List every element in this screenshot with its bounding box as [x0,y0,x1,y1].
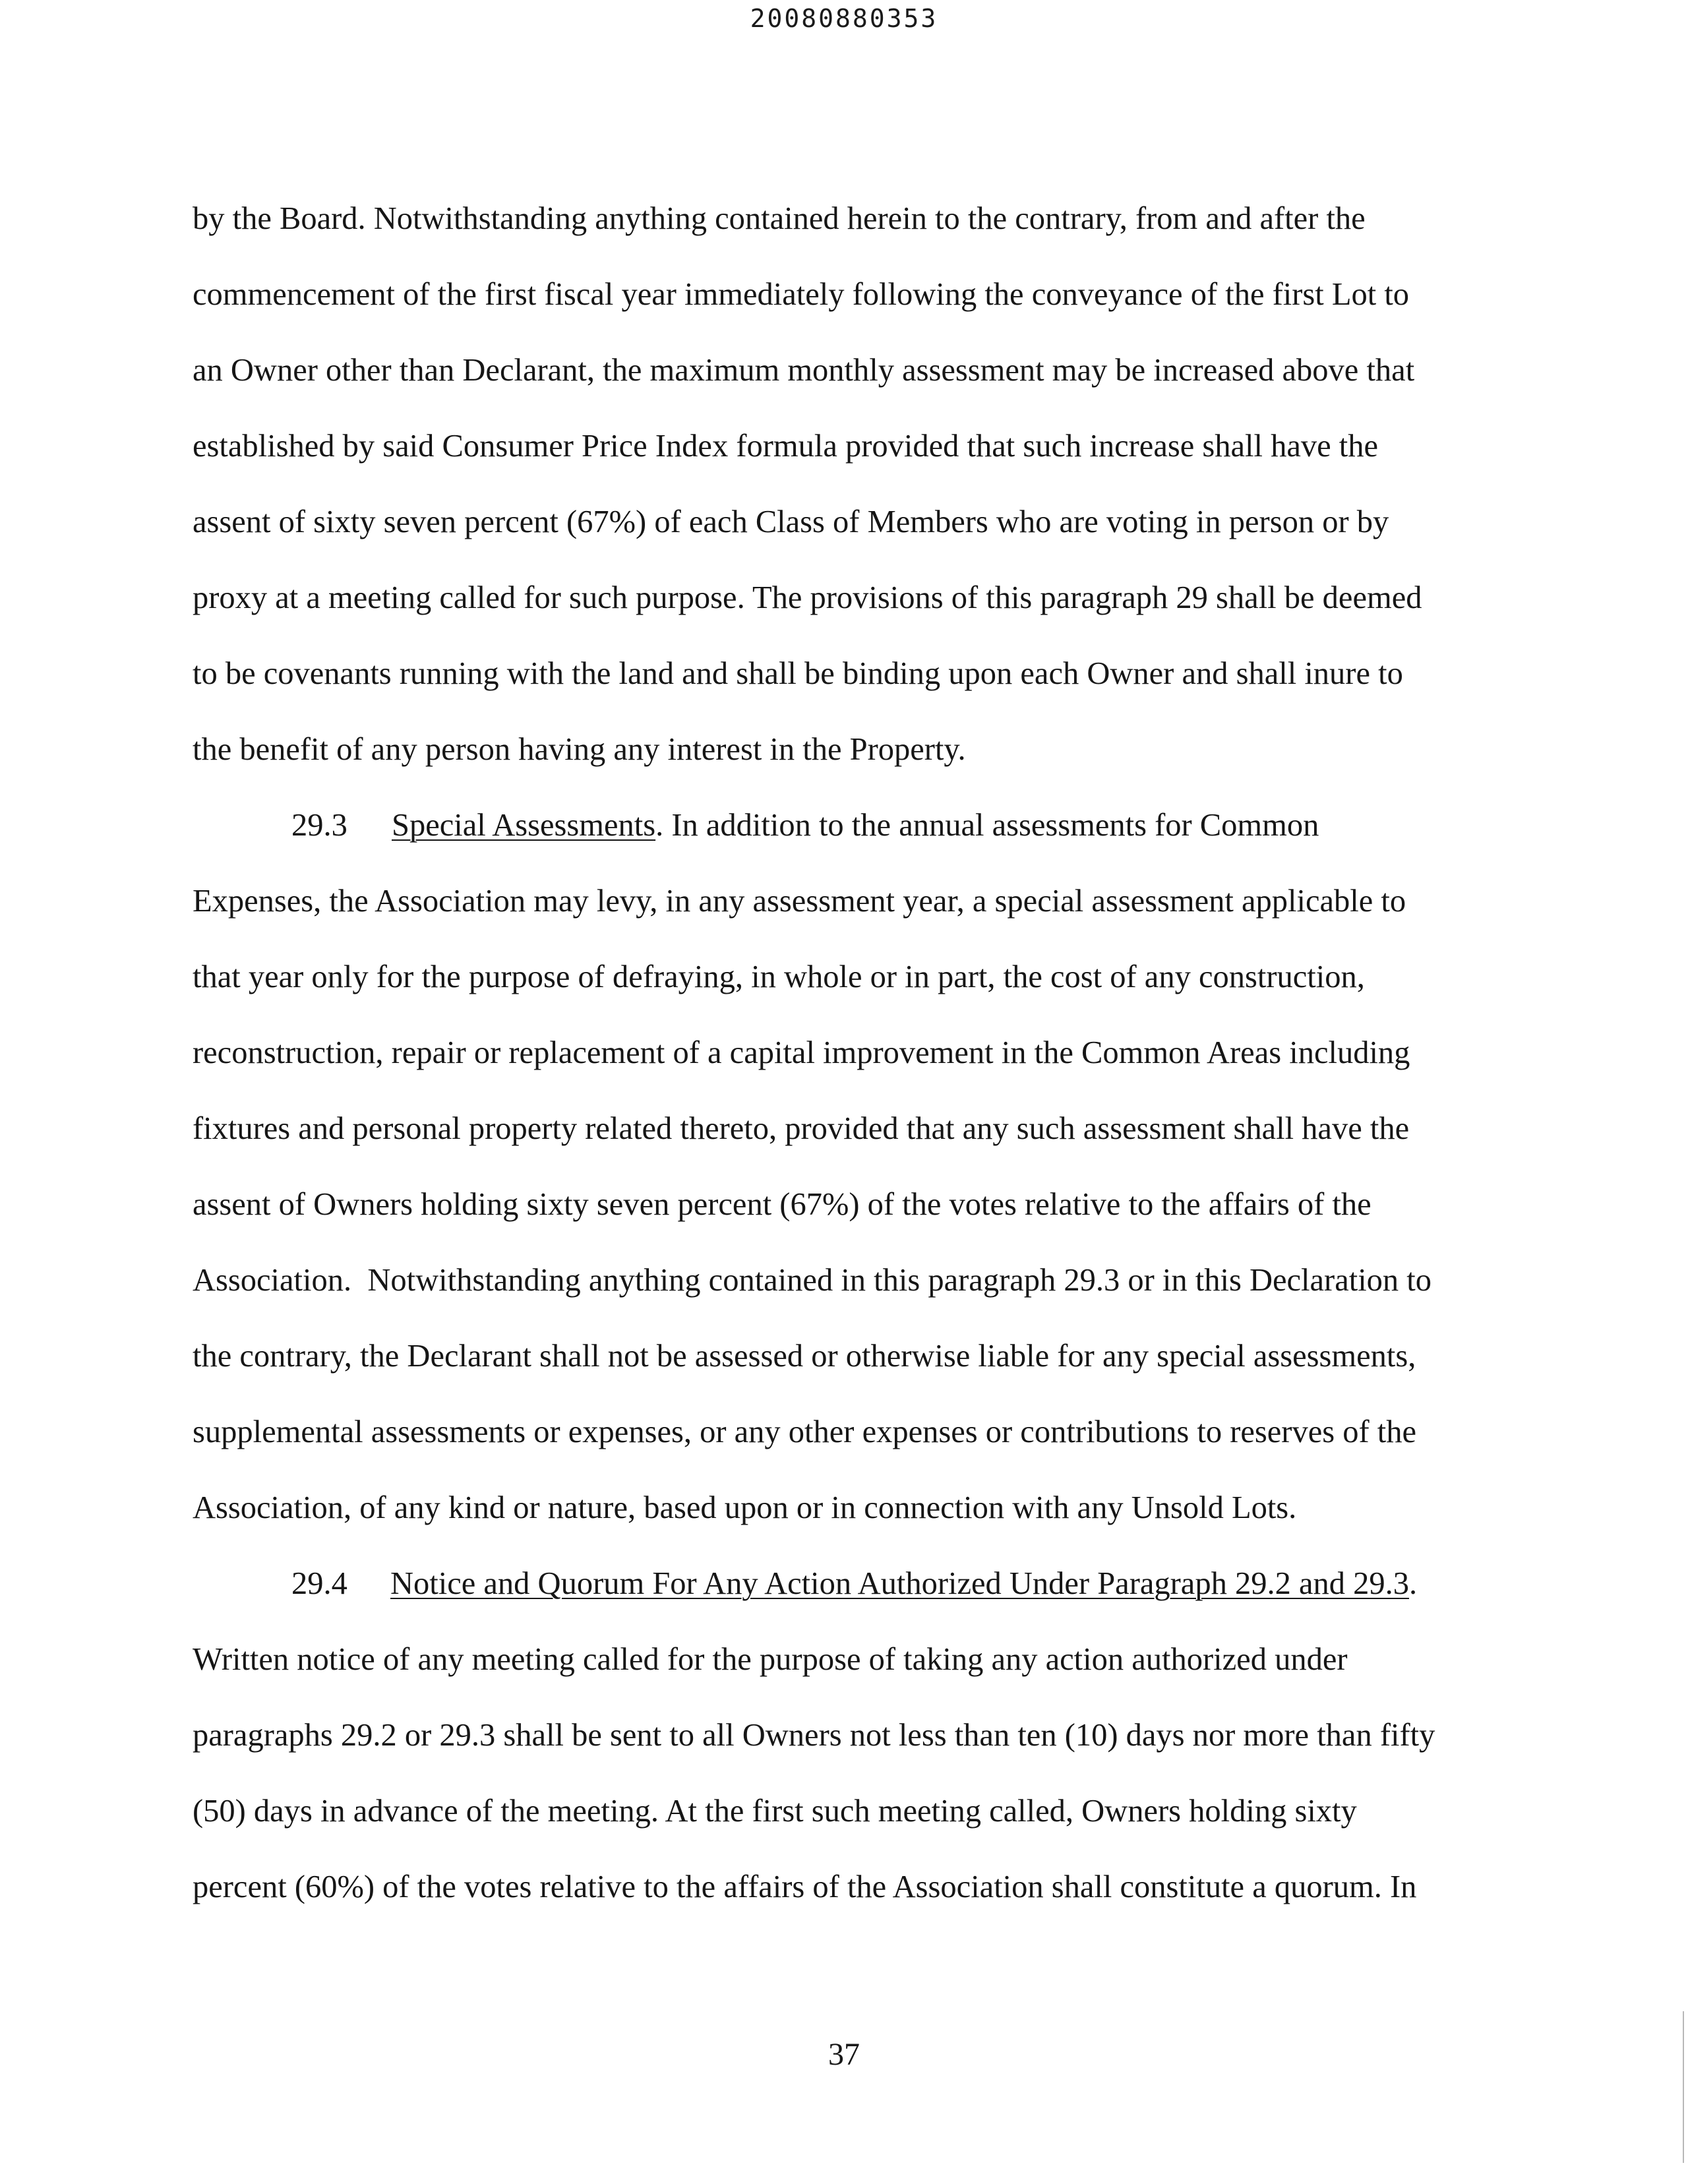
text-line: supplemental assessments or expenses, or any other expenses or contributions to reserves of the [193,1414,1417,1449]
text-line: an Owner other than Declarant, the maximum monthly assessment may be increased above that [193,353,1415,388]
text-line: by the Board. Notwithstanding anything contained herein to the contrary, from and after the [193,201,1366,236]
text-line: percent (60%) of the votes relative to the affairs of the Association shall constitute a quorum. In [193,1869,1417,1904]
text-fragment: . [1408,1566,1418,1601]
text-line: established by said Consumer Price Index formula provided that such increase shall have the [193,429,1379,464]
text-line: to be covenants running with the land and shall be binding upon each Owner and shall inure to [193,656,1403,691]
section-heading: Notice and Quorum For Any Action Authorized Under Paragraph 29.2 and 29.3 [390,1566,1409,1601]
text-line: Association. Notwithstanding anything contained in this paragraph 29.3 or in this Declaration to [193,1263,1432,1298]
text-line: reconstruction, repair or replacement of a capital improvement in the Common Areas including [193,1035,1410,1070]
text-line: Written notice of any meeting called for the purpose of taking any action authorized under [193,1642,1348,1677]
section-29-3-heading-line [291,806,1319,845]
text-line: fixtures and personal property related thereto, provided that any such assessment shall have the [193,1111,1410,1146]
text-line: paragraphs 29.2 or 29.3 shall be sent to all Owners not less than ten (10) days nor more than fifty [193,1718,1435,1753]
section-number: 29.3 [291,808,347,843]
text-line: (50) days in advance of the meeting. At the first such meeting called, Owners holding sixty [193,1794,1357,1829]
page-number: 37 [828,2037,860,2072]
scan-edge-mark [1683,2011,1684,2163]
text-line: that year only for the purpose of defraying, in whole or in part, the cost of any construction, [193,959,1365,994]
text-line: the contrary, the Declarant shall not be assessed or otherwise liable for any special assessments, [193,1339,1416,1374]
section-heading: Special Assessments [392,808,656,843]
text-line: assent of sixty seven percent (67%) of each Class of Members who are voting in person or by [193,504,1389,539]
text-line: the benefit of any person having any interest in the Property. [193,732,966,767]
text-line: Association, of any kind or nature, based upon or in connection with any Unsold Lots. [193,1490,1297,1525]
section-number: 29.4 [291,1566,347,1601]
document-number: 20080880353 [750,4,938,33]
text-line: commencement of the first fiscal year immediately following the conveyance of the first Lot to [193,277,1410,312]
text-line: proxy at a meeting called for such purpose. The provisions of this paragraph 29 shall be deemed [193,580,1422,615]
text-line: Expenses, the Association may levy, in any assessment year, a special assessment applicable to [193,884,1406,919]
section-29-4-heading-line [291,1564,1417,1604]
text-fragment: . In addition to the annual assessments for Common [655,808,1319,843]
text-line: assent of Owners holding sixty seven percent (67%) of the votes relative to the affairs of the [193,1187,1372,1222]
